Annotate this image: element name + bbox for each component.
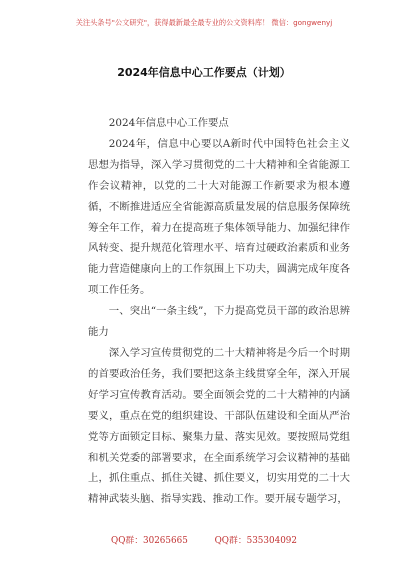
paragraph-section-1: 深入学习宣传贯彻党的二十大精神将是今后一个时期的首要政治任务，我们要把这条主线贯穿全年，深入开展好学习宣传教育活动。要全面领会党的二十大精神的内涵要义，重点在党的组织建设、干部队伍建设和全面从严治党等方面锁定目标、聚集力量、落实见效。要按照局党组和机关党委的部署要求，在全面系统学习会议精神的基础上，抓住重点、抓住关键、抓住要义，切实用党的二十大精神武装头脑、指导实践、推动工作。要开展专题学习， [88,346,350,506]
paragraph-intro: 2024年，信息中心要以A新时代中国特色社会主义思想为指导，深入学习贯彻党的二十大精神和全省能源工作会议精神，以党的二十大对能源工作新要求为根本遵循，不断推进适应全省能源高质量发展的信息服务保障统筹全年工作，着力在提高班子集体领导能力、加强纪律作风转变、提升规范化管理水平、培育过硬政治素质和业务能力营造健康向上的工作氛围上下功夫，圆满完成年度各项工作任务。 [88,137,350,297]
document-title: 2024年信息中心工作要点（计划） [117,66,291,79]
header-banner: 关注头条号"公文研究"，获得最新最全最专业的公文资料库！ 微信：gongwenyj [75,18,333,27]
paragraph-subtitle: 2024年信息中心工作要点 [108,117,229,129]
footer-qq-group-2: QQ群：535304092 [214,536,297,546]
footer-contact [0,533,408,546]
document-body [88,113,350,510]
section-heading-1: 一、突出“一条主线”，下力提高党员干部的政治思辨能力 [88,305,350,339]
footer-qq-group-1: QQ群：30265665 [111,536,188,546]
